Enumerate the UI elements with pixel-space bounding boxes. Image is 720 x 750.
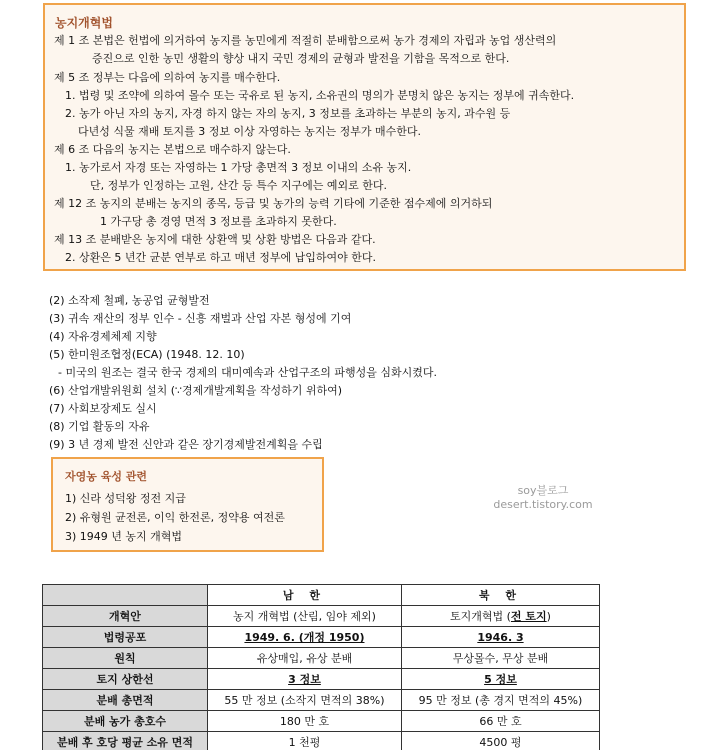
- cell-north-prefix: 토지개혁법 (: [450, 610, 511, 623]
- watermark-line: soy블로그: [517, 484, 569, 497]
- list-item: (6) 산업개발위원회 설치 (∵경제개발계획을 작성하기 위하여): [49, 384, 343, 397]
- table-corner-cell: [43, 585, 208, 606]
- list-item: (5) 한미원조협정(ECA) (1948. 12. 10): [49, 348, 245, 361]
- table-row: [43, 648, 600, 669]
- list-item: (8) 기업 활동의 자유: [49, 420, 150, 433]
- cell-north: 무상몰수, 무상 분배: [401, 648, 599, 669]
- cell-north: [401, 627, 599, 648]
- cell-north: 66 만 호: [401, 711, 599, 732]
- cell-north: [401, 669, 599, 690]
- cell-north-text: 1946. 3: [477, 630, 524, 644]
- farm-item: 2) 유형원 균전론, 이익 한전론, 정약용 여전론: [65, 511, 285, 524]
- law-box-title: 농지개혁법: [55, 16, 113, 30]
- land-reform-law-box: [43, 3, 686, 271]
- list-item: (2) 소작제 철폐, 농공업 균형발전: [49, 294, 210, 307]
- cell-north-text: 5 정보: [484, 673, 517, 686]
- cell-south-text: 3 정보: [288, 673, 321, 686]
- law-line: 제 13 조 분배받은 농지에 대한 상환액 및 상환 방법은 다음과 같다.: [54, 233, 376, 246]
- cell-south: 유상매입, 유상 분배: [208, 648, 402, 669]
- cell-north: 4500 평: [401, 732, 599, 750]
- law-line: 1. 법령 및 조약에 의하여 몰수 또는 국유로 된 농지, 소유권의 명의가 분명치 않은 농지는 정부에 귀속한다.: [65, 89, 575, 102]
- law-line: 다년성 식물 재배 토지를 3 정보 이상 자영하는 농지는 정부가 매수한다.: [78, 125, 421, 138]
- list-item: (7) 사회보장제도 실시: [49, 402, 157, 415]
- header-north: 북 한: [401, 585, 599, 606]
- row-label: 분배 농가 총호수: [43, 711, 208, 732]
- table-row: [43, 711, 600, 732]
- row-label: 법령공포: [43, 627, 208, 648]
- law-line: 제 6 조 다음의 농지는 본법으로 매수하지 않는다.: [54, 143, 291, 156]
- law-line: 증진으로 인한 농민 생활의 향상 내지 국민 경제의 균형과 발전을 기함을 목적으로 한다.: [92, 52, 510, 65]
- table-row: [43, 732, 600, 750]
- list-item: - 미국의 원조는 결국 한국 경제의 대미예속과 산업구조의 파행성을 심화시켰다.: [58, 366, 437, 379]
- cell-south: 180 만 호: [208, 711, 402, 732]
- list-item: (9) 3 년 경제 발전 신안과 같은 장기경제발전계획을 수립: [49, 438, 323, 451]
- table-header-row: [43, 585, 600, 606]
- law-line: 제 1 조 본법은 헌법에 의거하여 농지를 농민에게 적절히 분배함으로써 농가 경제의 자립과 농업 생산력의: [54, 34, 557, 47]
- table-row: [43, 690, 600, 711]
- table-row: [43, 606, 600, 627]
- cell-north-underlined: 전 토지: [510, 610, 547, 623]
- law-line: 2. 상환은 5 년간 균분 연부로 하고 매년 정부에 납입하여야 한다.: [65, 251, 376, 264]
- law-line: 1. 농가로서 자경 또는 자영하는 1 가당 총면적 3 정보 이내의 소유 농지.: [65, 161, 412, 174]
- list-item: (4) 자유경제체제 지향: [49, 330, 157, 343]
- header-south: 남 한: [208, 585, 402, 606]
- cell-south: 55 만 정보 (소작지 면적의 38%): [208, 690, 402, 711]
- self-farmer-box: [51, 457, 324, 552]
- farm-item: 3) 1949 년 농지 개혁법: [65, 530, 183, 543]
- cell-south: [208, 627, 402, 648]
- list-item: (3) 귀속 재산의 정부 인수 - 신흥 재벌과 산업 자본 형성에 기여: [49, 312, 352, 325]
- cell-south-text: 1949. 6. (개정 1950): [244, 631, 365, 644]
- cell-south: 농지 개혁법 (산림, 임야 제외): [208, 606, 402, 627]
- cell-north: [401, 606, 599, 627]
- watermark-line: desert.tistory.com: [493, 498, 593, 511]
- row-label: 개혁안: [43, 606, 208, 627]
- row-label: 토지 상한선: [43, 669, 208, 690]
- blog-watermark: [478, 484, 608, 512]
- cell-south: [208, 669, 402, 690]
- law-line: 단, 정부가 인정하는 고원, 산간 등 특수 지구에는 예외로 한다.: [90, 179, 387, 192]
- cell-north: 95 만 정보 (총 경지 면적의 45%): [401, 690, 599, 711]
- law-line: 제 5 조 정부는 다음에 의하여 농지를 매수한다.: [54, 71, 281, 84]
- farm-box-title: 자영농 육성 관련: [65, 470, 148, 483]
- cell-north-suffix: ): [546, 610, 551, 623]
- farm-item: 1) 신라 성덕왕 정전 지급: [65, 492, 186, 505]
- table-row: [43, 627, 600, 648]
- law-line: 제 12 조 농지의 분배는 농지의 종목, 등급 및 농가의 능력 기타에 기준한 점수제에 의거하되: [54, 197, 493, 210]
- row-label: 분배 총면적: [43, 690, 208, 711]
- law-line: 1 가구당 총 경영 면적 3 정보를 초과하지 못한다.: [100, 215, 337, 228]
- row-label: 원칙: [43, 648, 208, 669]
- row-label: 분배 후 호당 평균 소유 면적: [43, 732, 208, 750]
- land-reform-comparison-table: [42, 584, 600, 750]
- law-line: 2. 농가 아닌 자의 농지, 자경 하지 않는 자의 농지, 3 정보를 초과하는 부분의 농지, 과수원 등: [65, 107, 511, 120]
- table-row: [43, 669, 600, 690]
- cell-south: 1 천평: [208, 732, 402, 750]
